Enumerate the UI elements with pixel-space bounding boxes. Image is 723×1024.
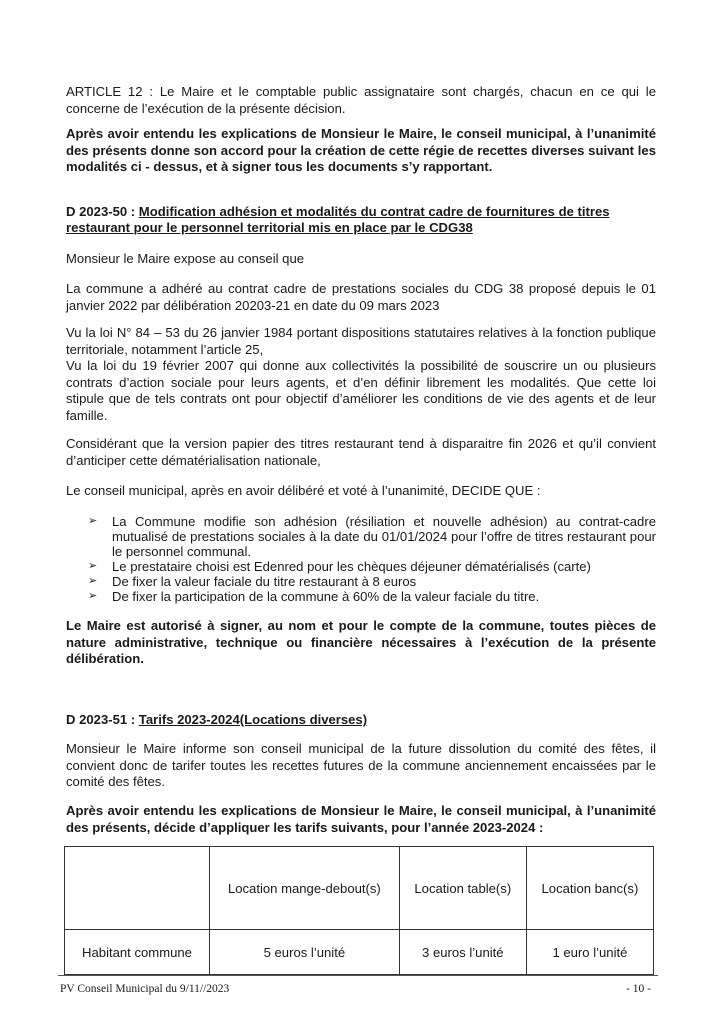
d2023-51-decision: Après avoir entendu les explications de Monsieur le Maire, le conseil municipal, à l’unanimité des présents, décide d’appliquer les tarifs suivants, pour l’année 2023-2024 :	[66, 803, 656, 835]
d2023-50-considerant: Considérant que la version papier des titres restaurant tend à disparaitre fin 2026 et qu’il convient d’anticiper cette dématérialisation nationale,	[66, 436, 656, 468]
list-item: ➢ De fixer la valeur faciale du titre restaurant à 8 euros	[88, 574, 417, 589]
d2023-50-vu-loi-2007: Vu la loi du 19 février 2007 qui donne aux collectivités la possibilité de souscrire un ou plusieurs contrats d’action sociale pour leurs agents, et d’en définir librement les modalités. Que cette loi stipule que de tels contrats ont pour objectif d’améliorer les conditions de vie des agents et de leur famille.	[66, 358, 656, 423]
d2023-51-heading	[66, 712, 656, 728]
d2023-51-p1: Monsieur le Maire informe son conseil municipal de la future dissolution du comité des fêtes, il convient donc de tarifer toutes les recettes futures de la commune anciennement encaissées par le comité des fêtes.	[66, 741, 656, 789]
list-item: ➢ De fixer la participation de la commune à 60% de la valeur faciale du titre.	[88, 589, 540, 604]
table-cell: 3 euros l’unité	[399, 930, 526, 975]
d2023-50-title: Modification adhésion et modalités du contrat cadre de fournitures de titres restaurant pour le personnel territorial mis en place par le CDG38	[66, 204, 610, 235]
arrow-bullet-icon: ➢	[88, 575, 98, 587]
table-cell: 5 euros l’unité	[210, 930, 400, 975]
table-header-cell: Location mange-debout(s)	[210, 847, 400, 930]
list-item: ➢ Le prestataire choisi est Edenred pour les chèques déjeuner dématérialisés (carte)	[88, 559, 591, 574]
decision-regie: Après avoir entendu les explications de Monsieur le Maire, le conseil municipal, à l’unanimité des présents donne son accord pour la création de cette régie de recettes diverses suivant les modalités ci - dessus, et à signer tous les documents s’y rapportant.	[66, 126, 656, 174]
table-row	[65, 930, 654, 975]
table-cell: Habitant commune	[65, 930, 210, 975]
d2023-50-bullet-list	[88, 514, 656, 604]
table-cell: 1 euro l’unité	[526, 930, 653, 975]
arrow-bullet-icon: ➢	[88, 515, 98, 527]
d2023-50-decide: Le conseil municipal, après en avoir délibéré et voté à l’unanimité, DECIDE QUE :	[66, 483, 541, 498]
table-header-cell: Location banc(s)	[526, 847, 653, 930]
d2023-50-p1: La commune a adhéré au contrat cadre de prestations sociales du CDG 38 proposé depuis le 01 janvier 2022 par délibération 20203-21 en date du 09 mars 2023	[66, 281, 656, 313]
arrow-bullet-icon: ➢	[88, 560, 98, 572]
footer-document-title: PV Conseil Municipal du 9/11//2023	[60, 983, 230, 995]
d2023-50-intro: Monsieur le Maire expose au conseil que	[66, 251, 305, 266]
d2023-50-conclusion: Le Maire est autorisé à signer, au nom et pour le compte de la commune, toutes pièces de nature administrative, technique ou financière nécessaires à l’exécution de la présente délibération.	[66, 618, 656, 666]
d2023-51-number: D 2023-51 :	[66, 712, 136, 727]
table-header-cell	[65, 847, 210, 930]
table-header-row	[65, 847, 654, 930]
article-12: ARTICLE 12 : Le Maire et le comptable public assignataire sont chargés, chacun en ce qui le concerne de l’exécution de la présente décision.	[66, 84, 656, 116]
tarifs-table	[64, 846, 654, 975]
d2023-51-title: Tarifs 2023-2024(Locations diverses)	[138, 712, 368, 727]
table-header-cell: Location table(s)	[399, 847, 526, 930]
footer-divider	[58, 975, 658, 976]
d2023-50-vu-loi-1984: Vu la loi N° 84 – 53 du 26 janvier 1984 portant dispositions statutaires relatives à la fonction publique territoriale, notamment l’article 25,	[66, 325, 656, 357]
d2023-50-heading	[66, 204, 656, 236]
arrow-bullet-icon: ➢	[88, 590, 98, 602]
footer-page-number: - 10 -	[626, 983, 651, 995]
list-item: ➢ La Commune modifie son adhésion (résiliation et nouvelle adhésion) au contrat-cadre mutualisé de prestations sociales à la date du 01/01/2024 pour l’offre de titres restaurant pour le personnel communal.	[88, 514, 656, 559]
d2023-50-number: D 2023-50 :	[66, 204, 136, 219]
